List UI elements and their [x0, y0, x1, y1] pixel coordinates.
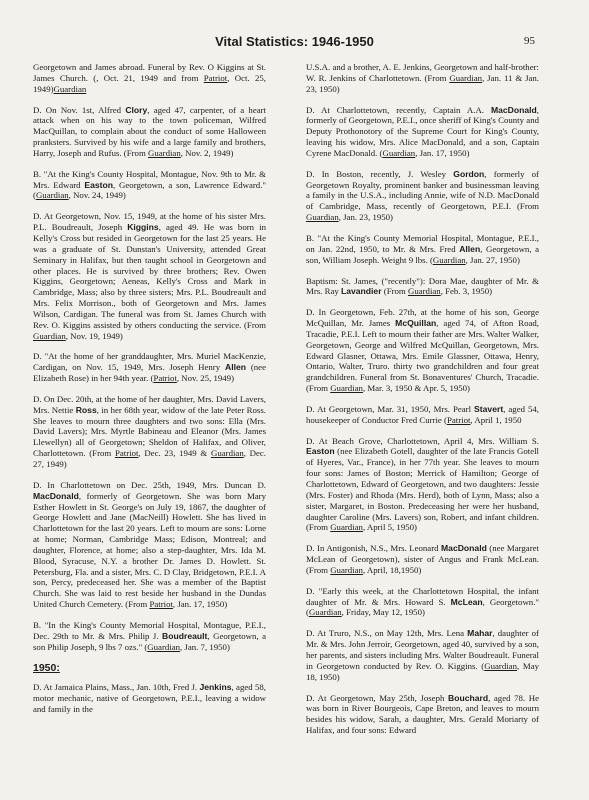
- entry-text: , aged 78. He was born in River Bourgeois, Cape Breton, and leaves to mourn besides his widow, Sarah, a daughter, Mrs. Gerald Moriarty of Halifax, and four sons: Edward: [306, 692, 539, 736]
- entry-paragraph: [306, 543, 539, 576]
- surname: Bouchard: [447, 692, 489, 703]
- surname: MacDonald: [441, 543, 487, 554]
- source-name: Guardian: [306, 212, 339, 223]
- entry-text: D. In Georgetown, Feb. 27th, at the home of his son, George McQuillan, Mr. James: [306, 307, 539, 329]
- entry-paragraph: [33, 351, 266, 384]
- entry-text: , Jan. 7, 1950): [180, 641, 230, 652]
- surname: Boudreault: [162, 630, 208, 641]
- entry-text: (nee Elizabeth Gotell, daughter of the late Francis Gotell of Hyeres, Var., France), in her 77th year. She leaves to mourn four sons: James of Boston; Merrick of Hamilton; George of Charlottetown, Edward of Georgetown, and two daughters: Jessie (Mrs. Foster) and Rhoda (Mrs. Herd), both of Lynn, Mass; also a sister, Margaret, in Boston. Predeceasing her were her husband, daughter Caroline (Mrs. Lavers) son, Robert, and infant children. (From: [306, 446, 539, 533]
- source-name: Guardian: [484, 660, 517, 671]
- entry-text: D. At Georgetown, May 25th, Joseph: [306, 692, 448, 703]
- entry-text: , Nov. 19, 1949): [65, 330, 123, 341]
- source-name: Patriot: [149, 599, 173, 610]
- surname: Clory: [125, 104, 148, 115]
- entry-text: Baptism: St. James, ("recently"): Dora Mae, daughter of Mr. & Mrs. Ray: [306, 275, 539, 297]
- entry-text: , aged 54, housekeeper of Conductor Fred Currie (: [306, 403, 539, 425]
- entry-text: D. In Antigonish, N.S., Mrs. Leonard: [306, 543, 441, 554]
- entry-text: , Jan. 17, 1950): [172, 599, 228, 610]
- entry-text: D. At Jamaica Plains, Mass., Jan. 10th, Fred J.: [33, 682, 200, 693]
- entry-paragraph: [306, 628, 539, 682]
- entry-text: , aged 58, motor mechanic, native of Georgetown, P.E.I., leaving a widow and family in the: [33, 682, 266, 715]
- source-name: Guardian: [210, 448, 244, 459]
- year-heading: 1950:: [33, 661, 60, 674]
- entry-paragraph: [306, 276, 539, 298]
- entry-text: , Nov. 2, 1949): [180, 147, 234, 158]
- surname: Jenkins: [199, 682, 232, 693]
- entry-text: , daughter of Mr. & Mrs. John Jerroir, Georgetown, aged 40, survived by a son, her parents, and sisters including Mrs. Walter Boudreault. Funeral in Georgetown conducted by Rev. O. Kiggins. (: [306, 628, 539, 671]
- entry-paragraph: [33, 211, 266, 341]
- entry-text: (From: [381, 286, 408, 297]
- entry-text: Georgetown and James abroad. Funeral by Rev. O Kiggins at St. James Church. (: [33, 62, 266, 83]
- entry-paragraph: [306, 436, 539, 534]
- entry-paragraph: [33, 394, 266, 470]
- entry-text: , April, 18,1950): [362, 564, 422, 575]
- left-column: [33, 62, 266, 725]
- entry-paragraph: [306, 105, 539, 159]
- entry-text: , April 5, 1950): [362, 522, 417, 533]
- entry-text: , Feb. 3, 1950): [440, 286, 493, 297]
- entry-text: , formerly of Georgetown Royalty, prominent banker and businessman leaving a family in the U.S.A., including Annie, wife of N.D. MacDonald of Cambridge, Mass, recently of Georgetown, P.E.I. (From: [306, 168, 539, 212]
- entry-paragraph: [33, 169, 266, 202]
- entry-text: D. At Beach Grove, Charlottetown, April 4, Mrs. William S.: [306, 435, 539, 446]
- source-name: Guardian: [330, 564, 363, 575]
- entry-text: , Oct. 21, 1949 and from: [96, 72, 204, 83]
- surname: Allen: [459, 243, 481, 254]
- entry-text: B. "At the King's County Hospital, Montague, Nov. 9th to Mr. & Mrs. Edward: [33, 168, 266, 190]
- entry-text: , Jan. 11 & Jan. 23, 1950): [306, 72, 539, 94]
- entry-text: D. In Boston, recently, J. Wesley: [306, 168, 454, 179]
- entry-paragraph: [33, 105, 266, 159]
- entry-text: , Dec. 27, 1949): [33, 448, 266, 469]
- surname: MacDonald: [33, 490, 79, 501]
- surname: McQuillan: [395, 318, 437, 329]
- source-name: Patriot: [114, 448, 139, 459]
- entry-text: D. "Early this week, at the Charlottetown Hospital, the infant daughter of Mr. & Mrs. Howard S.: [306, 585, 539, 607]
- entry-text: , aged 49. He was born in Kelly's Cross but resided in Georgetown for the last 25 years. He was a graduate of St. Dunstan's University, attended Great Seminary in Halifax, but then taught school in Georgetown and other places. He is survived by three brothers; Rev. Owen Kiggins, Georgetown; Aeneas, Kelly's Cross and Mark in Cambridge, Mass; also by three sisters; Mrs. P.L. Boudreault and Mrs. Felix Morrison., both of Georgetown and Mrs. James Wilson, Cardigan. The funeral was from St. James Church with Rev. O. Kiggins assisted by others conducting the service. (From: [33, 222, 266, 330]
- entry-text: , Jan. 27, 1950): [465, 254, 520, 265]
- source-name: Guardian: [382, 147, 416, 158]
- right-column: [306, 62, 539, 746]
- entry-text: D. At Truro, N.S., on May 12th, Mrs. Lena: [306, 628, 468, 639]
- source-name: Guardian: [35, 190, 69, 201]
- entry-paragraph: [33, 480, 266, 610]
- entry-text: D. At Georgetown, Nov. 15, 1949, at the home of his sister Mrs. P.L. Boudreault, Joseph: [33, 211, 266, 233]
- entry-text: D. In Charlottetown on Dec. 25th, 1949, Mrs. Duncan D.: [33, 479, 266, 490]
- entry-text: , Georgetown." (: [306, 596, 539, 618]
- entry-text: , Nov. 24, 1949): [68, 190, 126, 201]
- source-name: Patriot: [203, 72, 228, 83]
- entry-text: , April 1, 1950: [470, 414, 522, 425]
- entry-paragraph: [306, 404, 539, 426]
- source-name: Guardian: [148, 147, 181, 158]
- source-name: Guardian: [33, 330, 66, 341]
- entry-text: (nee Margaret McLean of Georgetown), sister of Angus and Frank McLean. (From: [306, 543, 539, 575]
- entry-text: D. On Nov. 1st, Alfred: [33, 104, 126, 115]
- entry-paragraph: [306, 586, 539, 619]
- entry-text: U.S.A. and a brother, A. E. Jenkins, Georgetown and half-brother: W. R. Jenkins of Charlottetown. (From: [306, 62, 539, 83]
- entry-text: , Jan. 17, 1950): [415, 147, 470, 158]
- entry-text: , Georgetown, a son Philip Joseph, 9 lbs 7 ozs." (: [33, 630, 266, 652]
- entry-paragraph: [33, 682, 266, 715]
- surname: Easton: [306, 446, 335, 457]
- entry-text: B. "At the King's County Memorial Hospital, Montague, P.E.I., on Jan. 22nd, 1950, to Mr. & Mrs. Fred: [306, 232, 539, 254]
- entry-text: , Georgetown, a son, Lawrence Edward." (: [33, 179, 266, 201]
- source-name: Guardian: [330, 383, 363, 394]
- entry-text: , formerly of Georgetown. She was born Mary Esther Howlett in St. George's on July 19, 1867, the daughter of George Howlett and Jane (MacNeill) Howlett. She has lived in Charlottetown for the last 20 years. Left to mourn are sons: Lorne at home; Norman, Cambridge Mass; Edison, Montreal; and daughter, Florence, at home; also a step-daughter, Mrs. Ida M. Blood, Syracuse, N.Y. a brother Dr. James D. Howlett. St. Petersburg, Fla. and a sister, Mrs. C. D Clay, Bridgetown, P.E.I. A son, Percy, predeceased her. She was a member of the Baptist Church. She was laid to rest beside her husband in the Dundas United Church Cemetery. (From: [33, 490, 266, 610]
- entry-text: D. At Georgetown, Mar. 31, 1950, Mrs. Pearl: [306, 403, 475, 414]
- source-name: Guardian: [147, 641, 181, 652]
- surname: Allen: [224, 362, 246, 373]
- entry-paragraph: [306, 693, 539, 736]
- source-name: Guardian: [330, 522, 363, 533]
- entry-text: , Mar. 3, 1950 & Apr. 5, 1950): [362, 383, 470, 394]
- entry-text: D. On Dec. 20th, at the home of her daughter, Mrs. David Lavers, Mrs. Nettie: [33, 393, 266, 415]
- surname: Lavandier: [340, 286, 382, 297]
- entry-text: , May 18, 1950): [306, 660, 539, 682]
- entry-text: (nee Elizabeth Rose) in her 94th year. (: [33, 362, 266, 384]
- entry-text: , Oct. 25, 1949): [33, 72, 266, 94]
- entry-text: , Georgetown, a son, William Joseph. Weight 9 lbs. (: [306, 243, 540, 265]
- source-name: Patriot: [446, 414, 471, 425]
- surname: Stavert: [474, 403, 504, 414]
- entry-text: , formerly of Georgetown, P.E.I., once sheriff of King's County and Deputy Prothonotory of the Supreme Court for King's County, leaving his widow, Mrs. Alice MacDonald, and a son, Captain Cyrene MacDonald. (: [306, 104, 539, 158]
- entry-paragraph: [33, 62, 266, 95]
- source-name: Guardian: [449, 72, 483, 83]
- entry-text: B. "In the King's County Memorial Hospital, Montague, P.E.I., Dec. 29th to Mr. & Mrs. Philip J.: [33, 619, 266, 641]
- entry-text: , in her 68th year, widow of the late Peter Ross. She leaves to mourn three daughters and two sons: Ella (Mrs. David Lavers); Mrs. Myrtle Babineau and Eleanor (Mrs. James Llewellyn) all of Georgetown; Sheldon of Halifax, and Oliver, Charlottetown. (From: [33, 404, 266, 459]
- entry-paragraph: [306, 233, 539, 266]
- page-title: Vital Statistics: 1946-1950: [215, 34, 374, 49]
- surname: McLean: [450, 596, 483, 607]
- entry-text: , Friday, May 12, 1950): [341, 607, 425, 618]
- entry-paragraph: [306, 62, 539, 95]
- source-name: Guardian: [407, 286, 441, 297]
- entry-text: , Jan. 23, 1950): [338, 212, 393, 223]
- entry-text: D. "At the home of her granddaughter, Mrs. Muriel MacKenzie, Cardigan, on Nov. 15, 1949, Mrs. Joseph Henry: [33, 351, 266, 373]
- entry-text: , aged 47, carpenter, of a heart attack when on his way to the town policeman, Wilfred MacQuillan, to complain about the conduct of some Halloween pranksters. Survived by his wife and a large family and brothers, Harry, Joseph and Rufus. (From: [33, 104, 267, 158]
- surname: MacDonald: [490, 104, 537, 115]
- entry-text: D. At Charlottetown, recently, Captain A.A.: [306, 104, 491, 115]
- entry-text: , aged 74, of Afton Road, Tracadie, P.E.I. Left to mourn their father are Mrs. Walter Walker, Georgetown, George and Wilfred McQuillan, Georgetown, Mrs. Edward Glasner, Ottawa, Mrs. Emile Glassner, Ottawa, Henry, Ontario, Walter, Truro. thirty two grandchildren and four great grandchildren. Funeral from St. Bonaventures' Church, Tracadie. (From: [306, 318, 539, 394]
- surname: Mahar: [467, 628, 493, 639]
- entry-paragraph: [306, 307, 539, 394]
- page-number: 95: [524, 35, 535, 47]
- entry-paragraph: [306, 169, 539, 223]
- source-name: Guardian: [308, 607, 342, 618]
- surname: Ross: [75, 404, 97, 415]
- page-header: [0, 34, 589, 54]
- surname: Kiggins: [127, 222, 159, 233]
- entry-text: , Nov. 25, 1949): [176, 373, 234, 384]
- surname: Gordon: [453, 168, 485, 179]
- entry-paragraph: [33, 620, 266, 653]
- surname: Easton: [84, 179, 114, 190]
- source-name: Guardian: [53, 83, 87, 94]
- entry-text: , Dec. 23, 1949 &: [138, 448, 211, 459]
- source-name: Guardian: [432, 254, 466, 265]
- source-name: Patriot: [153, 373, 177, 384]
